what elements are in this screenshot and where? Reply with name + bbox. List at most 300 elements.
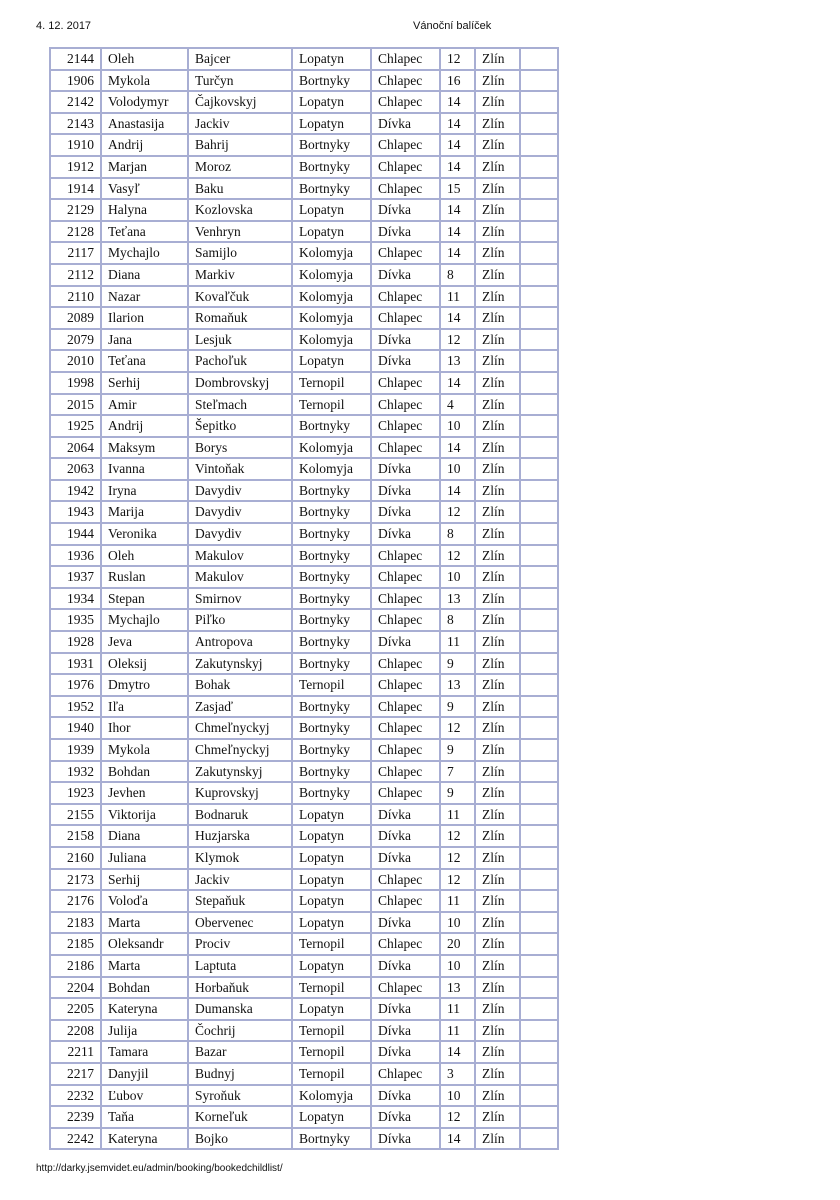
- place-cell: Bortnyky: [293, 718, 372, 740]
- empty-cell: [521, 373, 559, 395]
- first-name-cell: Tamara: [102, 1042, 189, 1064]
- place-cell: Bortnyky: [293, 71, 372, 93]
- gender-cell: Chlapec: [372, 783, 441, 805]
- empty-cell: [521, 718, 559, 740]
- child-id-cell: 1976: [51, 675, 102, 697]
- city-cell: Zlín: [476, 1064, 521, 1086]
- table-row: [51, 805, 559, 827]
- city-cell: Zlín: [476, 675, 521, 697]
- place-cell: Kolomyja: [293, 243, 372, 265]
- table-row: [51, 1107, 559, 1129]
- table-row: [51, 675, 559, 697]
- place-cell: Bortnyky: [293, 632, 372, 654]
- table-body: [51, 49, 559, 1150]
- gender-cell: Dívka: [372, 481, 441, 503]
- gender-cell: Chlapec: [372, 92, 441, 114]
- last-name-cell: Davydiv: [189, 502, 293, 524]
- first-name-cell: Bohdan: [102, 978, 189, 1000]
- place-cell: Kolomyja: [293, 438, 372, 460]
- table-row: [51, 1086, 559, 1108]
- city-cell: Zlín: [476, 395, 521, 417]
- child-id-cell: 1937: [51, 567, 102, 589]
- empty-cell: [521, 697, 559, 719]
- city-cell: Zlín: [476, 546, 521, 568]
- age-cell: 12: [441, 1107, 476, 1129]
- child-id-cell: 2185: [51, 934, 102, 956]
- empty-cell: [521, 200, 559, 222]
- city-cell: Zlín: [476, 632, 521, 654]
- city-cell: Zlín: [476, 697, 521, 719]
- age-cell: 13: [441, 675, 476, 697]
- city-cell: Zlín: [476, 524, 521, 546]
- last-name-cell: Pachoľuk: [189, 351, 293, 373]
- place-cell: Lopatyn: [293, 999, 372, 1021]
- child-id-cell: 1906: [51, 71, 102, 93]
- place-cell: Bortnyky: [293, 762, 372, 784]
- table-row: [51, 762, 559, 784]
- table-row: [51, 114, 559, 136]
- city-cell: Zlín: [476, 438, 521, 460]
- table-row: [51, 330, 559, 352]
- age-cell: 14: [441, 1129, 476, 1151]
- first-name-cell: Jeva: [102, 632, 189, 654]
- age-cell: 11: [441, 891, 476, 913]
- table-row: [51, 502, 559, 524]
- last-name-cell: Kozlovska: [189, 200, 293, 222]
- city-cell: Zlín: [476, 459, 521, 481]
- city-cell: Zlín: [476, 1129, 521, 1151]
- table-row: [51, 567, 559, 589]
- last-name-cell: Moroz: [189, 157, 293, 179]
- age-cell: 14: [441, 157, 476, 179]
- empty-cell: [521, 978, 559, 1000]
- gender-cell: Chlapec: [372, 308, 441, 330]
- child-id-cell: 1998: [51, 373, 102, 395]
- first-name-cell: Diana: [102, 265, 189, 287]
- city-cell: Zlín: [476, 71, 521, 93]
- gender-cell: Dívka: [372, 848, 441, 870]
- table-row: [51, 632, 559, 654]
- last-name-cell: Lesjuk: [189, 330, 293, 352]
- place-cell: Bortnyky: [293, 135, 372, 157]
- empty-cell: [521, 1086, 559, 1108]
- table-row: [51, 589, 559, 611]
- first-name-cell: Danyjil: [102, 1064, 189, 1086]
- gender-cell: Dívka: [372, 1129, 441, 1151]
- empty-cell: [521, 589, 559, 611]
- last-name-cell: Bojko: [189, 1129, 293, 1151]
- city-cell: Zlín: [476, 805, 521, 827]
- gender-cell: Chlapec: [372, 762, 441, 784]
- child-id-cell: 2155: [51, 805, 102, 827]
- age-cell: 11: [441, 805, 476, 827]
- city-cell: Zlín: [476, 870, 521, 892]
- age-cell: 15: [441, 179, 476, 201]
- child-id-cell: 2158: [51, 826, 102, 848]
- empty-cell: [521, 675, 559, 697]
- table-row: [51, 913, 559, 935]
- first-name-cell: Ľubov: [102, 1086, 189, 1108]
- city-cell: Zlín: [476, 265, 521, 287]
- child-id-cell: 2205: [51, 999, 102, 1021]
- table-row: [51, 1064, 559, 1086]
- child-id-cell: 1910: [51, 135, 102, 157]
- place-cell: Lopatyn: [293, 1107, 372, 1129]
- place-cell: Bortnyky: [293, 157, 372, 179]
- last-name-cell: Baku: [189, 179, 293, 201]
- age-cell: 12: [441, 848, 476, 870]
- age-cell: 7: [441, 762, 476, 784]
- city-cell: Zlín: [476, 157, 521, 179]
- place-cell: Lopatyn: [293, 848, 372, 870]
- first-name-cell: Mychajlo: [102, 243, 189, 265]
- table-row: [51, 287, 559, 309]
- child-id-cell: 2142: [51, 92, 102, 114]
- child-id-cell: 2204: [51, 978, 102, 1000]
- empty-cell: [521, 157, 559, 179]
- first-name-cell: Taňa: [102, 1107, 189, 1129]
- last-name-cell: Stepaňuk: [189, 891, 293, 913]
- empty-cell: [521, 308, 559, 330]
- place-cell: Bortnyky: [293, 524, 372, 546]
- place-cell: Lopatyn: [293, 92, 372, 114]
- gender-cell: Dívka: [372, 1086, 441, 1108]
- place-cell: Bortnyky: [293, 654, 372, 676]
- first-name-cell: Juliana: [102, 848, 189, 870]
- table-row: [51, 481, 559, 503]
- gender-cell: Chlapec: [372, 373, 441, 395]
- table-row: [51, 783, 559, 805]
- age-cell: 13: [441, 978, 476, 1000]
- gender-cell: Dívka: [372, 459, 441, 481]
- city-cell: Zlín: [476, 1086, 521, 1108]
- child-id-cell: 2064: [51, 438, 102, 460]
- place-cell: Ternopil: [293, 978, 372, 1000]
- table-row: [51, 395, 559, 417]
- place-cell: Bortnyky: [293, 481, 372, 503]
- empty-cell: [521, 1107, 559, 1129]
- first-name-cell: Dmytro: [102, 675, 189, 697]
- place-cell: Lopatyn: [293, 870, 372, 892]
- gender-cell: Dívka: [372, 222, 441, 244]
- last-name-cell: Davydiv: [189, 524, 293, 546]
- age-cell: 14: [441, 243, 476, 265]
- age-cell: 14: [441, 114, 476, 136]
- last-name-cell: Obervenec: [189, 913, 293, 935]
- age-cell: 9: [441, 740, 476, 762]
- first-name-cell: Kateryna: [102, 1129, 189, 1151]
- table-row: [51, 524, 559, 546]
- city-cell: Zlín: [476, 610, 521, 632]
- child-id-cell: 1943: [51, 502, 102, 524]
- gender-cell: Dívka: [372, 200, 441, 222]
- place-cell: Kolomyja: [293, 459, 372, 481]
- first-name-cell: Diana: [102, 826, 189, 848]
- last-name-cell: Smirnov: [189, 589, 293, 611]
- first-name-cell: Oleh: [102, 49, 189, 71]
- last-name-cell: Bazar: [189, 1042, 293, 1064]
- gender-cell: Dívka: [372, 956, 441, 978]
- gender-cell: Chlapec: [372, 546, 441, 568]
- place-cell: Kolomyja: [293, 1086, 372, 1108]
- gender-cell: Dívka: [372, 1107, 441, 1129]
- table-row: [51, 697, 559, 719]
- city-cell: Zlín: [476, 718, 521, 740]
- age-cell: 14: [441, 481, 476, 503]
- table-row: [51, 999, 559, 1021]
- child-id-cell: 1934: [51, 589, 102, 611]
- empty-cell: [521, 567, 559, 589]
- child-id-cell: 1939: [51, 740, 102, 762]
- last-name-cell: Bohak: [189, 675, 293, 697]
- city-cell: Zlín: [476, 481, 521, 503]
- first-name-cell: Stepan: [102, 589, 189, 611]
- city-cell: Zlín: [476, 783, 521, 805]
- age-cell: 20: [441, 934, 476, 956]
- gender-cell: Chlapec: [372, 49, 441, 71]
- table-row: [51, 243, 559, 265]
- empty-cell: [521, 1129, 559, 1151]
- city-cell: Zlín: [476, 179, 521, 201]
- age-cell: 14: [441, 135, 476, 157]
- first-name-cell: Mykola: [102, 740, 189, 762]
- last-name-cell: Zakutynskyj: [189, 762, 293, 784]
- age-cell: 12: [441, 546, 476, 568]
- place-cell: Ternopil: [293, 395, 372, 417]
- place-cell: Bortnyky: [293, 697, 372, 719]
- city-cell: Zlín: [476, 999, 521, 1021]
- gender-cell: Chlapec: [372, 654, 441, 676]
- place-cell: Bortnyky: [293, 179, 372, 201]
- child-id-cell: 2112: [51, 265, 102, 287]
- gender-cell: Dívka: [372, 524, 441, 546]
- first-name-cell: Serhij: [102, 373, 189, 395]
- empty-cell: [521, 71, 559, 93]
- first-name-cell: Vasyľ: [102, 179, 189, 201]
- first-name-cell: Mykola: [102, 71, 189, 93]
- last-name-cell: Horbaňuk: [189, 978, 293, 1000]
- age-cell: 14: [441, 92, 476, 114]
- age-cell: 12: [441, 718, 476, 740]
- empty-cell: [521, 1042, 559, 1064]
- first-name-cell: Halyna: [102, 200, 189, 222]
- city-cell: Zlín: [476, 956, 521, 978]
- age-cell: 9: [441, 697, 476, 719]
- place-cell: Ternopil: [293, 1064, 372, 1086]
- empty-cell: [521, 610, 559, 632]
- last-name-cell: Korneľuk: [189, 1107, 293, 1129]
- gender-cell: Chlapec: [372, 416, 441, 438]
- city-cell: Zlín: [476, 913, 521, 935]
- child-id-cell: 2015: [51, 395, 102, 417]
- empty-cell: [521, 459, 559, 481]
- age-cell: 13: [441, 351, 476, 373]
- gender-cell: Chlapec: [372, 934, 441, 956]
- age-cell: 12: [441, 826, 476, 848]
- child-id-cell: 2144: [51, 49, 102, 71]
- first-name-cell: Julija: [102, 1021, 189, 1043]
- table-row: [51, 848, 559, 870]
- last-name-cell: Piľko: [189, 610, 293, 632]
- gender-cell: Dívka: [372, 805, 441, 827]
- place-cell: Lopatyn: [293, 956, 372, 978]
- table-row: [51, 416, 559, 438]
- child-id-cell: 1931: [51, 654, 102, 676]
- table-row: [51, 92, 559, 114]
- age-cell: 11: [441, 287, 476, 309]
- child-id-cell: 2010: [51, 351, 102, 373]
- age-cell: 11: [441, 999, 476, 1021]
- child-id-cell: 1944: [51, 524, 102, 546]
- empty-cell: [521, 654, 559, 676]
- age-cell: 11: [441, 1021, 476, 1043]
- gender-cell: Dívka: [372, 913, 441, 935]
- last-name-cell: Syroňuk: [189, 1086, 293, 1108]
- city-cell: Zlín: [476, 1042, 521, 1064]
- empty-cell: [521, 179, 559, 201]
- age-cell: 14: [441, 222, 476, 244]
- gender-cell: Dívka: [372, 999, 441, 1021]
- place-cell: Lopatyn: [293, 222, 372, 244]
- city-cell: Zlín: [476, 200, 521, 222]
- empty-cell: [521, 956, 559, 978]
- page-title: Vánoční balíček: [413, 20, 492, 32]
- city-cell: Zlín: [476, 373, 521, 395]
- child-id-cell: 2239: [51, 1107, 102, 1129]
- table-row: [51, 740, 559, 762]
- place-cell: Kolomyja: [293, 330, 372, 352]
- age-cell: 13: [441, 589, 476, 611]
- empty-cell: [521, 999, 559, 1021]
- gender-cell: Chlapec: [372, 891, 441, 913]
- last-name-cell: Dombrovskyj: [189, 373, 293, 395]
- gender-cell: Chlapec: [372, 589, 441, 611]
- last-name-cell: Chmeľnyckyj: [189, 740, 293, 762]
- last-name-cell: Samijlo: [189, 243, 293, 265]
- last-name-cell: Zasjaď: [189, 697, 293, 719]
- empty-cell: [521, 1021, 559, 1043]
- last-name-cell: Romaňuk: [189, 308, 293, 330]
- city-cell: Zlín: [476, 287, 521, 309]
- city-cell: Zlín: [476, 416, 521, 438]
- gender-cell: Chlapec: [372, 157, 441, 179]
- gender-cell: Chlapec: [372, 243, 441, 265]
- empty-cell: [521, 783, 559, 805]
- first-name-cell: Iľa: [102, 697, 189, 719]
- child-id-cell: 2232: [51, 1086, 102, 1108]
- last-name-cell: Borys: [189, 438, 293, 460]
- table-row: [51, 891, 559, 913]
- empty-cell: [521, 265, 559, 287]
- empty-cell: [521, 481, 559, 503]
- age-cell: 8: [441, 610, 476, 632]
- empty-cell: [521, 395, 559, 417]
- age-cell: 9: [441, 654, 476, 676]
- empty-cell: [521, 913, 559, 935]
- first-name-cell: Andrij: [102, 416, 189, 438]
- first-name-cell: Marija: [102, 502, 189, 524]
- first-name-cell: Veronika: [102, 524, 189, 546]
- place-cell: Bortnyky: [293, 502, 372, 524]
- place-cell: Kolomyja: [293, 265, 372, 287]
- child-id-cell: 1923: [51, 783, 102, 805]
- last-name-cell: Markiv: [189, 265, 293, 287]
- age-cell: 12: [441, 870, 476, 892]
- table-row: [51, 179, 559, 201]
- empty-cell: [521, 762, 559, 784]
- age-cell: 14: [441, 373, 476, 395]
- age-cell: 12: [441, 49, 476, 71]
- age-cell: 16: [441, 71, 476, 93]
- child-id-cell: 2110: [51, 287, 102, 309]
- child-id-cell: 2186: [51, 956, 102, 978]
- last-name-cell: Prociv: [189, 934, 293, 956]
- place-cell: Bortnyky: [293, 1129, 372, 1151]
- city-cell: Zlín: [476, 308, 521, 330]
- empty-cell: [521, 416, 559, 438]
- empty-cell: [521, 632, 559, 654]
- first-name-cell: Jana: [102, 330, 189, 352]
- child-id-cell: 1912: [51, 157, 102, 179]
- last-name-cell: Bahrij: [189, 135, 293, 157]
- empty-cell: [521, 438, 559, 460]
- last-name-cell: Jackiv: [189, 870, 293, 892]
- last-name-cell: Kovaľčuk: [189, 287, 293, 309]
- age-cell: 9: [441, 783, 476, 805]
- empty-cell: [521, 891, 559, 913]
- last-name-cell: Jackiv: [189, 114, 293, 136]
- child-id-cell: 2242: [51, 1129, 102, 1151]
- first-name-cell: Oleh: [102, 546, 189, 568]
- gender-cell: Dívka: [372, 1021, 441, 1043]
- empty-cell: [521, 243, 559, 265]
- table-row: [51, 438, 559, 460]
- gender-cell: Dívka: [372, 351, 441, 373]
- child-id-cell: 1936: [51, 546, 102, 568]
- place-cell: Ternopil: [293, 1021, 372, 1043]
- table-row: [51, 718, 559, 740]
- gender-cell: Chlapec: [372, 567, 441, 589]
- city-cell: Zlín: [476, 1021, 521, 1043]
- child-id-cell: 1928: [51, 632, 102, 654]
- table-row: [51, 157, 559, 179]
- child-id-cell: 2128: [51, 222, 102, 244]
- first-name-cell: Nazar: [102, 287, 189, 309]
- first-name-cell: Oleksij: [102, 654, 189, 676]
- city-cell: Zlín: [476, 826, 521, 848]
- age-cell: 10: [441, 416, 476, 438]
- first-name-cell: Kateryna: [102, 999, 189, 1021]
- gender-cell: Chlapec: [372, 675, 441, 697]
- empty-cell: [521, 330, 559, 352]
- child-id-cell: 2079: [51, 330, 102, 352]
- table-row: [51, 978, 559, 1000]
- gender-cell: Chlapec: [372, 135, 441, 157]
- city-cell: Zlín: [476, 243, 521, 265]
- place-cell: Lopatyn: [293, 114, 372, 136]
- last-name-cell: Makulov: [189, 567, 293, 589]
- place-cell: Kolomyja: [293, 287, 372, 309]
- place-cell: Lopatyn: [293, 351, 372, 373]
- age-cell: 14: [441, 1042, 476, 1064]
- age-cell: 14: [441, 438, 476, 460]
- first-name-cell: Ihor: [102, 718, 189, 740]
- age-cell: 10: [441, 459, 476, 481]
- child-id-cell: 2176: [51, 891, 102, 913]
- city-cell: Zlín: [476, 762, 521, 784]
- child-id-cell: 2208: [51, 1021, 102, 1043]
- place-cell: Bortnyky: [293, 546, 372, 568]
